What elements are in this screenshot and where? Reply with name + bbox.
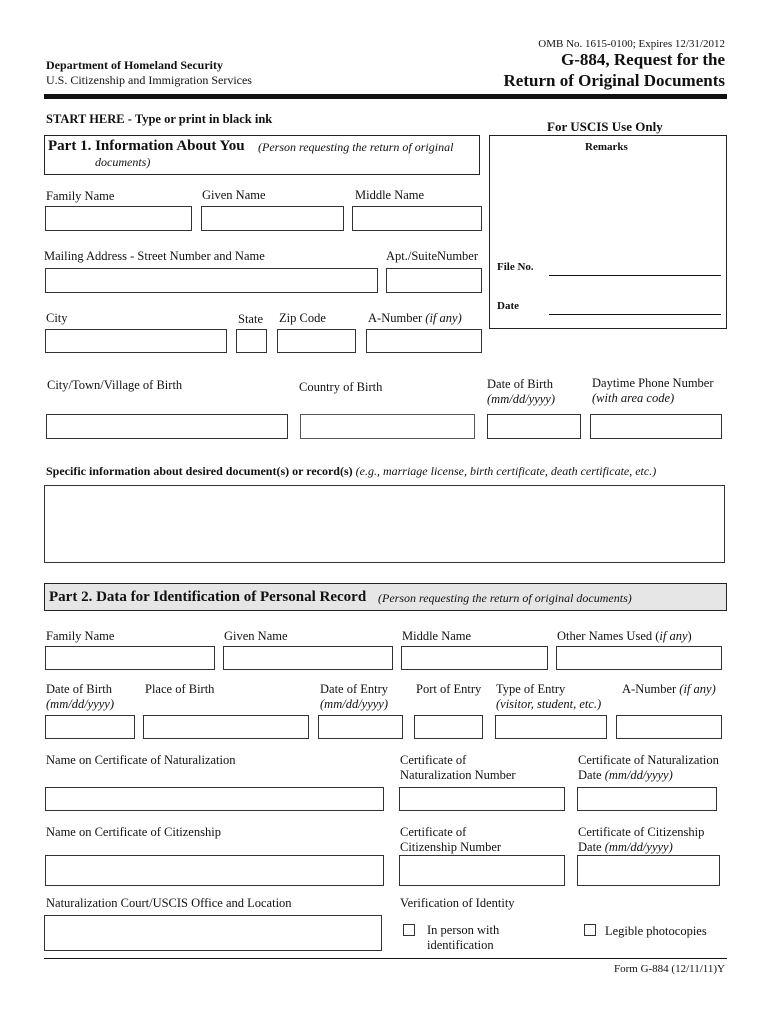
legible-photocopies-label: Legible photocopies (605, 924, 707, 938)
p1-middle-name-label: Middle Name (355, 188, 425, 202)
p2-verification-label: Verification of Identity (400, 896, 515, 910)
p2-other-names-text: Other Names Used ( (557, 629, 660, 643)
p2-cert-cit-date-label-2 (578, 840, 673, 855)
p2-cert-nat-date-label-2 (578, 768, 673, 783)
p2-cert-cit-date-format: (mm/dd/yyyy) (604, 840, 673, 854)
part1-heading: Part 1. Information About You (48, 138, 245, 154)
p1-apt-input[interactable] (386, 268, 482, 293)
p2-cert-cit-date-label-1: Certificate of Citizenship (578, 825, 705, 839)
in-person-label-2: identification (427, 938, 494, 952)
footer-rule (44, 958, 727, 959)
p1-anumber-text: A-Number (368, 311, 423, 325)
p1-mailing-address-label: Mailing Address - Street Number and Name (44, 249, 265, 263)
p2-cert-nat-num-label-1: Certificate of (400, 753, 467, 767)
department-name: Department of Homeland Security (46, 58, 223, 72)
p2-cert-nat-num-input[interactable] (399, 787, 565, 811)
uscis-file-no-line (549, 275, 721, 276)
p2-middle-name-label: Middle Name (402, 629, 472, 643)
p1-dob-label: Date of Birth (487, 377, 553, 391)
p1-given-name-input[interactable] (201, 206, 344, 231)
p1-dob-format: (mm/dd/yyyy) (487, 392, 556, 406)
p1-family-name-label: Family Name (46, 189, 115, 203)
p1-dob-input[interactable] (487, 414, 581, 439)
form-title-line2: Return of Original Documents (503, 71, 725, 90)
p2-anumber-label (622, 682, 716, 697)
uscis-use-title: For USCIS Use Only (547, 119, 663, 134)
p1-anumber-input[interactable] (366, 329, 482, 353)
p2-other-names-close: ) (687, 629, 692, 643)
part1-note-line1: (Person requesting the return of original (258, 140, 454, 154)
p1-middle-name-input[interactable] (352, 206, 482, 231)
p2-family-name-input[interactable] (45, 646, 215, 670)
p2-dob-format: (mm/dd/yyyy) (46, 697, 115, 711)
p2-cert-nat-num-label-2: Naturalization Number (400, 768, 516, 782)
uscis-file-no-label: File No. (497, 261, 534, 273)
p1-anumber-label (368, 311, 462, 326)
p2-cert-nat-date-label-1: Certificate of Naturalization (578, 753, 719, 767)
uscis-date-line (549, 314, 721, 315)
p1-state-label: State (238, 312, 263, 326)
p2-family-name-label: Family Name (46, 629, 115, 643)
p1-city-label: City (46, 311, 68, 325)
uscis-remarks-label: Remarks (585, 141, 628, 153)
p1-state-input[interactable] (236, 329, 267, 353)
uscis-date-label: Date (497, 300, 519, 312)
p1-apt-label: Apt./SuiteNumber (386, 249, 479, 263)
p2-place-birth-label: Place of Birth (145, 682, 215, 696)
p2-given-name-label: Given Name (224, 629, 288, 643)
p1-street-input[interactable] (45, 268, 378, 293)
p1-country-birth-input[interactable] (300, 414, 475, 439)
p1-specific-info-note: (e.g., marriage license, birth certificate, death certificate, etc.) (355, 464, 657, 478)
p2-cert-cit-date-text: Date (578, 840, 602, 854)
p1-phone-note: (with area code) (592, 391, 675, 405)
in-person-checkbox[interactable] (403, 924, 415, 936)
form-edition: Form G-884 (12/11/11)Y (613, 963, 725, 975)
p2-port-entry-input[interactable] (414, 715, 483, 739)
p2-cert-cit-num-input[interactable] (399, 855, 565, 886)
start-here: START HERE - Type or print in black ink (46, 112, 273, 126)
p1-given-name-label: Given Name (202, 188, 266, 202)
p2-cert-cit-date-input[interactable] (577, 855, 720, 886)
p1-city-birth-input[interactable] (46, 414, 288, 439)
p2-name-cit-label: Name on Certificate of Citizenship (46, 825, 221, 839)
p2-doe-input[interactable] (318, 715, 403, 739)
p2-type-entry-input[interactable] (495, 715, 607, 739)
p1-specific-info-text: Specific information about desired document(s) or record(s) (46, 464, 353, 478)
p2-dob-label: Date of Birth (46, 682, 112, 696)
p2-anumber-input[interactable] (616, 715, 722, 739)
header-rule (44, 94, 727, 99)
part1-note-line2: documents) (95, 155, 151, 169)
p1-family-name-input[interactable] (45, 206, 192, 231)
agency-name: U.S. Citizenship and Immigration Services (46, 73, 252, 87)
p1-zip-input[interactable] (277, 329, 356, 353)
part2-heading: Part 2. Data for Identification of Personal Record (49, 589, 367, 605)
p2-doe-label: Date of Entry (320, 682, 389, 696)
p1-specific-info-label (46, 464, 656, 479)
p1-phone-label: Daytime Phone Number (592, 376, 714, 390)
legible-photocopies-checkbox[interactable] (584, 924, 596, 936)
in-person-label-1: In person with (427, 923, 500, 937)
form-title-line1: G-884, Request for the (561, 50, 725, 69)
p2-doe-format: (mm/dd/yyyy) (320, 697, 389, 711)
p1-city-input[interactable] (45, 329, 227, 353)
p2-court-input[interactable] (44, 915, 382, 951)
p1-specific-info-input[interactable] (44, 485, 725, 563)
part2-note: (Person requesting the return of original documents) (378, 591, 632, 605)
p2-name-nat-label: Name on Certificate of Naturalization (46, 753, 236, 767)
p1-city-birth-label: City/Town/Village of Birth (47, 378, 183, 392)
p2-type-entry-label: Type of Entry (496, 682, 566, 696)
p2-given-name-input[interactable] (223, 646, 393, 670)
p2-anumber-note: (if any) (679, 682, 716, 696)
p2-cert-cit-num-label-2: Citizenship Number (400, 840, 502, 854)
p2-other-names-input[interactable] (556, 646, 722, 670)
omb-number: OMB No. 1615-0100; Expires 12/31/2012 (538, 38, 725, 50)
p2-cert-nat-date-input[interactable] (577, 787, 717, 811)
p2-cert-nat-date-format: (mm/dd/yyyy) (604, 768, 673, 782)
p2-type-entry-note: (visitor, student, etc.) (496, 697, 602, 711)
p2-other-names-label (557, 629, 692, 644)
p2-other-names-note: if any (659, 629, 688, 643)
p2-anumber-text: A-Number (622, 682, 677, 696)
p1-country-birth-label: Country of Birth (299, 380, 383, 394)
p2-place-birth-input[interactable] (143, 715, 309, 739)
p1-anumber-note: (if any) (425, 311, 462, 325)
p1-phone-input[interactable] (590, 414, 722, 439)
p2-port-entry-label: Port of Entry (416, 682, 482, 696)
p1-zip-label: Zip Code (279, 311, 326, 325)
p2-cert-nat-date-text: Date (578, 768, 602, 782)
uscis-use-box (489, 135, 727, 329)
p2-name-nat-input[interactable] (45, 787, 384, 811)
p2-name-cit-input[interactable] (45, 855, 384, 886)
p2-court-label: Naturalization Court/USCIS Office and Location (46, 896, 292, 910)
p2-middle-name-input[interactable] (401, 646, 548, 670)
p2-dob-input[interactable] (45, 715, 135, 739)
p2-cert-cit-num-label-1: Certificate of (400, 825, 467, 839)
